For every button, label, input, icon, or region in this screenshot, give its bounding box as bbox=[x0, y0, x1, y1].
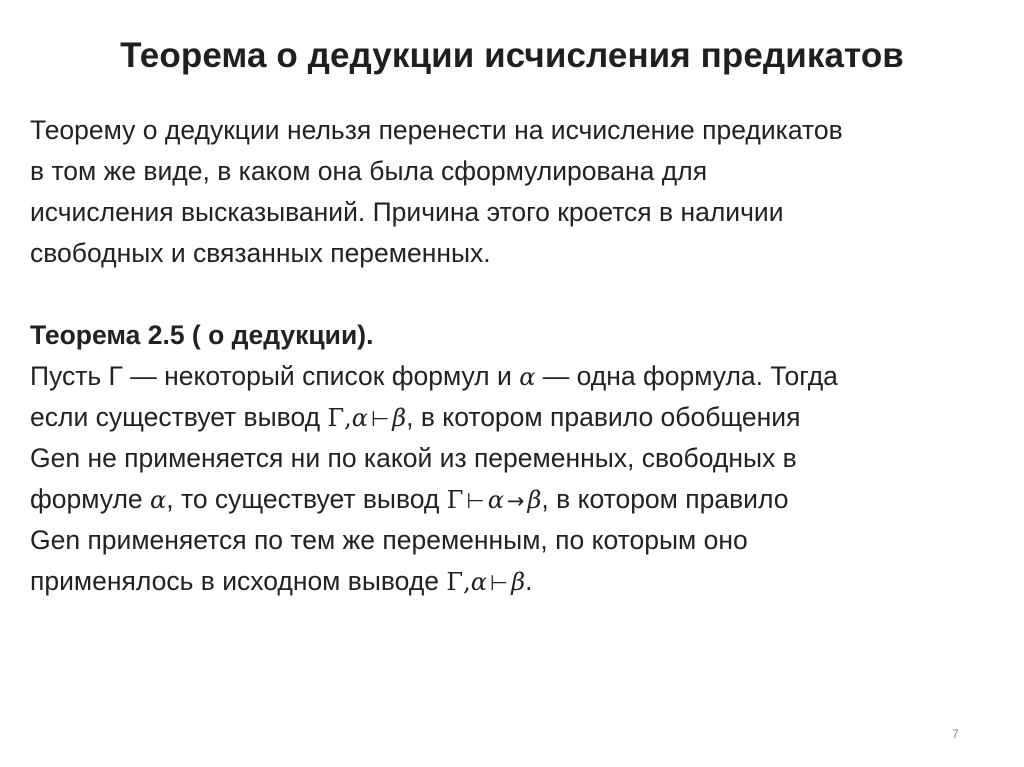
theorem-line-1 bbox=[30, 356, 1005, 397]
alpha-symbol: α bbox=[487, 486, 504, 514]
alpha-symbol: α bbox=[150, 486, 167, 514]
theorem-text: . bbox=[525, 566, 533, 596]
theorem-line-3: Gen не применяется ни по какой из переменных, свободных в bbox=[30, 443, 797, 473]
theorem-text: , в котором правило обобщения bbox=[406, 402, 801, 432]
gamma-symbol: Γ bbox=[327, 404, 345, 432]
theorem-text: применялось в исходном выводе bbox=[30, 566, 447, 596]
theorem-line-6 bbox=[30, 561, 1005, 602]
turnstile-symbol: ⊢ bbox=[466, 489, 485, 513]
intro-line-4: свободных и связанных переменных. bbox=[30, 238, 491, 268]
comma-symbol: , bbox=[344, 404, 352, 432]
gamma-symbol: Γ bbox=[446, 568, 464, 596]
comma-symbol: , bbox=[463, 568, 471, 596]
alpha-symbol: α bbox=[351, 404, 368, 432]
intro-line-2: в том же виде, в каком она была сформулирована для bbox=[30, 156, 708, 186]
turnstile-symbol: ⊢ bbox=[370, 407, 390, 431]
slide-body bbox=[30, 110, 1005, 602]
turnstile-symbol: ⊢ bbox=[489, 571, 509, 595]
alpha-symbol: α bbox=[470, 568, 487, 596]
beta-symbol: β bbox=[392, 404, 407, 432]
theorem-line-5: Gen применяется по тем же переменным, по которым оно bbox=[30, 525, 748, 555]
theorem-text: , в котором правило bbox=[541, 484, 789, 514]
intro-line-1: Теорему о дедукции нельзя перенести на исчисление предикатов bbox=[30, 115, 843, 145]
beta-symbol: β bbox=[527, 486, 542, 514]
theorem-text: — одна формула. Тогда bbox=[535, 361, 838, 391]
beta-symbol: β bbox=[511, 568, 526, 596]
page-number: 7 bbox=[952, 727, 959, 741]
theorem-text: , то существует вывод bbox=[166, 484, 447, 514]
intro-line-3: исчисления высказываний. Причина этого кроется в наличии bbox=[30, 197, 784, 227]
theorem-heading: Теорема 2.5 ( о дедукции). bbox=[30, 320, 374, 350]
theorem-text: если существует вывод bbox=[30, 402, 328, 432]
slide-title: Теорема о дедукции исчисления предикатов bbox=[120, 36, 904, 75]
theorem-line-4 bbox=[30, 479, 1005, 520]
paragraph-gap bbox=[30, 274, 1005, 315]
alpha-symbol: α bbox=[519, 363, 536, 391]
theorem-line-2 bbox=[30, 397, 1005, 438]
arrow-symbol: → bbox=[506, 489, 525, 513]
theorem-text: Пусть Г — некоторый список формул и bbox=[30, 361, 520, 391]
theorem-text: формуле bbox=[30, 484, 151, 514]
gamma-symbol: Γ bbox=[446, 486, 464, 514]
